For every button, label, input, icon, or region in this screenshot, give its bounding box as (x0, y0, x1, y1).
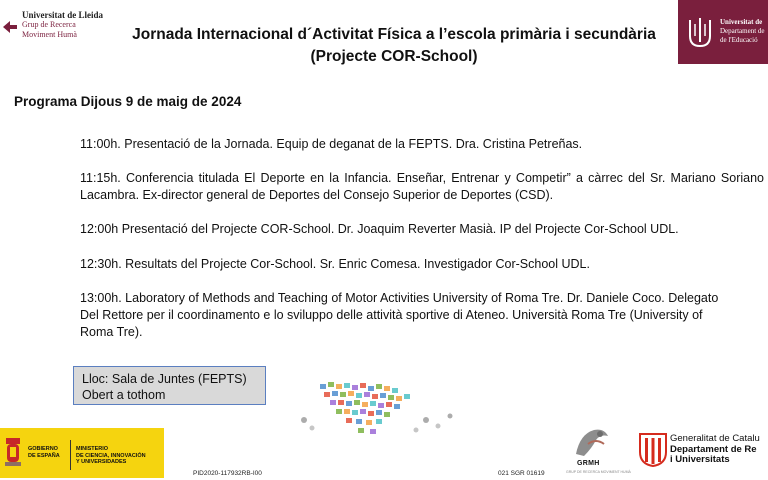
udl-group-line-2: Moviment Humà (22, 30, 77, 39)
gencat-line-1: Generalitat de Catalu (670, 433, 760, 444)
gobierno-line-2: DE ESPAÑA (28, 452, 60, 459)
location-box (73, 366, 266, 405)
program-item: 12:00h Presentació del Projecte COR-School. Dr. Joaquim Reverter Masià. IP del Projecte Cor-School UDL. (80, 222, 679, 236)
location-line-1: Lloc: Sala de Juntes (FEPTS) (82, 372, 247, 386)
program-item: 13:00h. Laboratory of Methods and Teaching of Motor Activities University of Roma Tre. Dr. Daniele Coco. Delegato Del Rettore per il coordinamento e lo sviluppo delle attività sportive di Ateneo. Università Roma Tre (University of Roma Tre). (80, 291, 719, 339)
spain-coat-of-arms-icon (4, 434, 22, 470)
gencat-line-2: Departament de Re (670, 443, 757, 455)
ministry-text (76, 446, 146, 466)
title-line-2: (Projecte COR-School) (310, 48, 478, 65)
grmh-label: GRMH (577, 460, 600, 467)
gencat-line-3: i Universitats (670, 454, 730, 465)
ministry-line-1: MINISTERIO (76, 446, 109, 452)
gobierno-line-1: GOBIERNO (28, 446, 58, 452)
grmh-sub: GRUP DE RECERCA MOVIMENT HUMÀ (566, 470, 631, 474)
generalitat-flag-icon (638, 432, 668, 468)
location-line-2: Obert a tothom (82, 388, 166, 402)
edu-line-2: Departament de (720, 27, 765, 35)
gobierno-text (28, 446, 60, 459)
group-code: 021 SGR 01619 (498, 470, 545, 477)
program-heading: Programa Dijous 9 de maig de 2024 (14, 94, 242, 109)
grant-code: PID2020-117932RB-I00 (193, 470, 262, 477)
program-item: 11:15h. Conferencia titulada El Deporte en la Infancia. Enseñar, Entrenar y Competir” a càrrec del Sr. Mariano Soriano Lacambra. Ex-director general de Deportes del Consejo Superior de Deportes (CSD). (80, 171, 764, 202)
udl-emblem-icon (686, 16, 714, 50)
edu-line-1: Universitat de (720, 18, 763, 26)
ministry-line-2: DE CIENCIA, INNOVACIÓN (76, 452, 146, 459)
udl-logo-text (22, 10, 103, 40)
education-logo-text (720, 18, 765, 45)
program-item: 11:00h. Presentació de la Jornada. Equip de deganat de la FEPTS. Dra. Cristina Petreñas. (80, 137, 583, 151)
edu-line-3: de l'Educació (720, 36, 758, 44)
program-item: 12:30h. Resultats del Projecte Cor-School. Sr. Enric Comesa. Investigador Cor-School UDL. (80, 257, 590, 271)
udl-mark-icon (2, 20, 18, 34)
title-line-1: Jornada Internacional d´Activitat Física a l’escola primària i secundària (132, 26, 656, 43)
udl-name: Universitat de Lleida (22, 10, 103, 20)
page-title (108, 24, 680, 68)
europe-icon-map-image (296, 380, 466, 440)
udl-group-line-1: Grup de Recerca (22, 20, 76, 29)
grmh-logo-icon (570, 424, 614, 460)
ministry-line-3: Y UNIVERSIDADES (76, 459, 127, 465)
generalitat-text (670, 434, 760, 466)
gov-divider (70, 440, 71, 470)
